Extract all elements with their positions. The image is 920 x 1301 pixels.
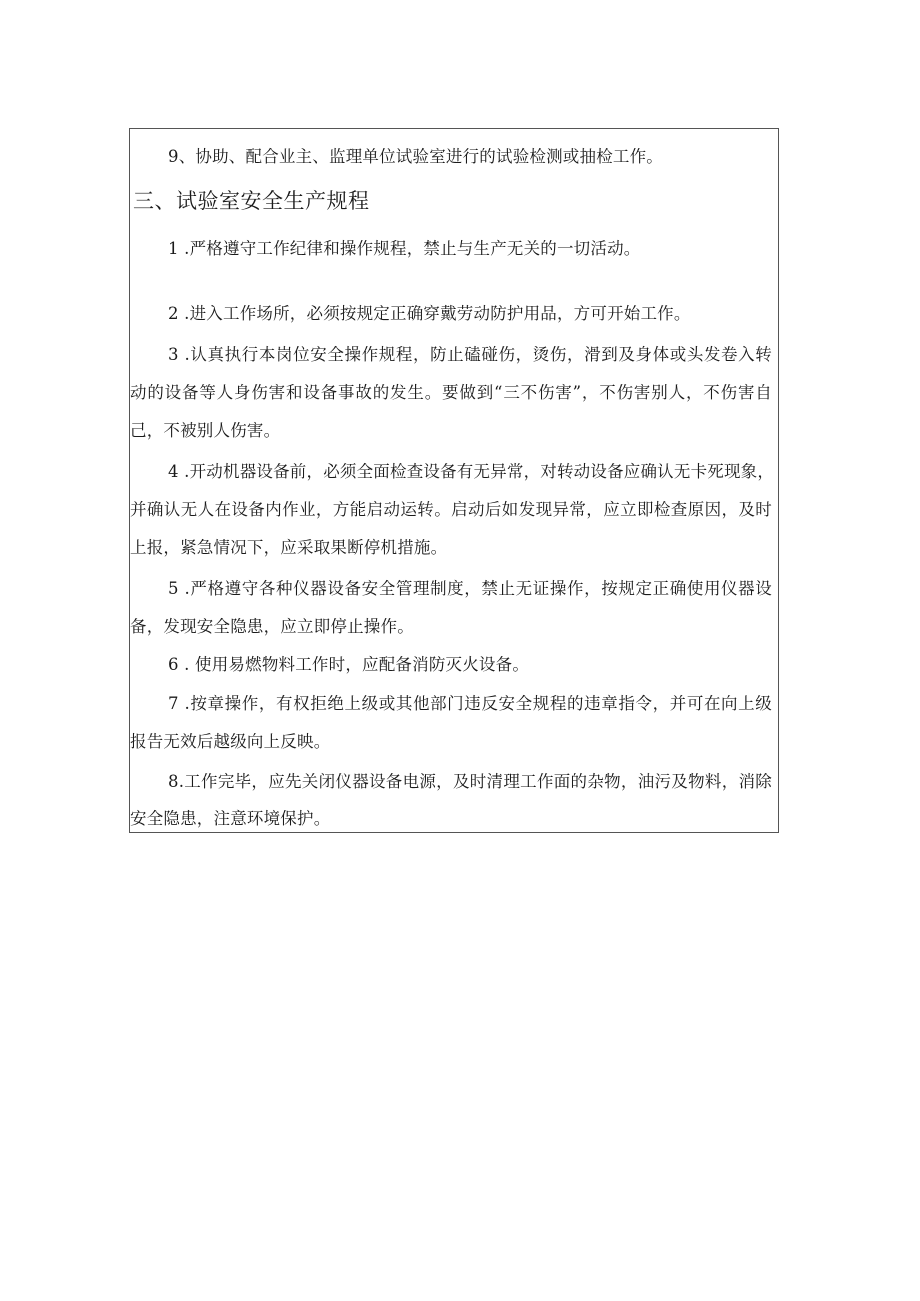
item-8-line-2: 安全隐患，注意环境保护。 bbox=[130, 809, 331, 828]
section-heading: 三、试验室安全生产规程 bbox=[133, 189, 370, 213]
item-1-line-1: 1 .严格遵守工作纪律和操作规程，禁止与生产无关的一切活动。 bbox=[168, 239, 641, 258]
prev-item-9: 9、协助、配合业主、监理单位试验室进行的试验检测或抽检工作。 bbox=[168, 147, 663, 166]
item-3-line-2: 动的设备等人身伤害和设备事故的发生。要做到“三不伤害”，不伤害别人，不伤害自 bbox=[130, 383, 772, 402]
item-2-line-1: 2 .进入工作场所，必须按规定正确穿戴劳动防护用品，方可开始工作。 bbox=[168, 304, 691, 323]
content-table-cell bbox=[129, 128, 779, 833]
item-7-line-2: 报告无效后越级向上反映。 bbox=[130, 732, 331, 751]
item-4-line-3: 上报，紧急情况下，应采取果断停机措施。 bbox=[130, 538, 448, 557]
item-5-line-2: 备，发现安全隐患，应立即停止操作。 bbox=[130, 617, 414, 636]
item-3-line-1: 3 .认真执行本岗位安全操作规程，防止磕碰伤，烫伤，滑到及身体或头发卷入转 bbox=[168, 345, 772, 364]
item-4-line-1: 4 .开动机器设备前，必须全面检查设备有无异常，对转动设备应确认无卡死现象， bbox=[168, 462, 775, 481]
item-6-line-1: 6 . 使用易燃物料工作时，应配备消防灭火设备。 bbox=[168, 655, 530, 674]
item-8-line-1: 8.工作完毕，应先关闭仪器设备电源，及时清理工作面的杂物，油污及物料，消除 bbox=[168, 772, 772, 791]
item-4-line-2: 并确认无人在设备内作业，方能启动运转。启动后如发现异常，应立即检查原因，及时 bbox=[130, 500, 772, 519]
item-5-line-1: 5 .严格遵守各种仪器设备安全管理制度，禁止无证操作，按规定正确使用仪器设 bbox=[168, 579, 772, 598]
item-3-line-3: 己，不被别人伤害。 bbox=[130, 421, 281, 440]
item-7-line-1: 7 .按章操作，有权拒绝上级或其他部门违反安全规程的违章指令，并可在向上级 bbox=[168, 694, 772, 713]
